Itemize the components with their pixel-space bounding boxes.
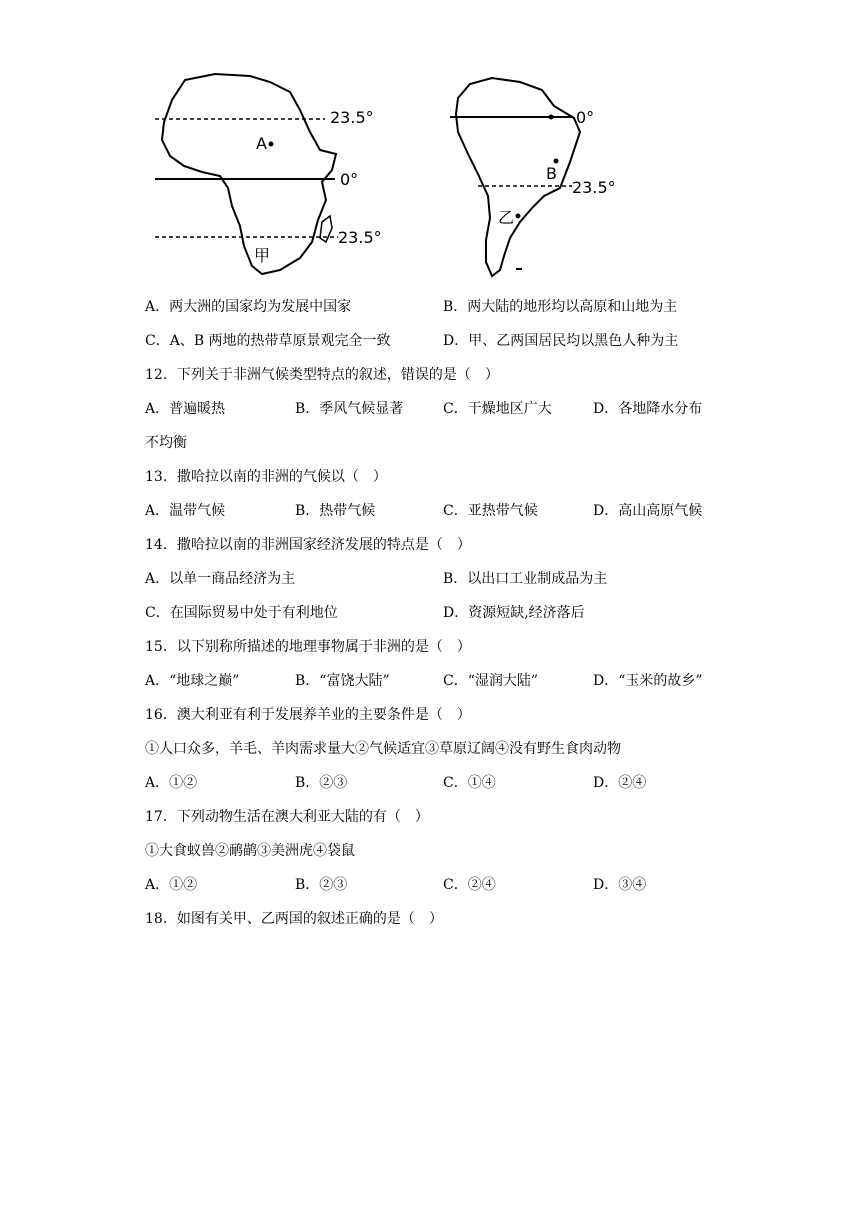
q12-option-a[interactable]: A．普遍暖热 — [145, 401, 226, 417]
sa-label-lat: 23.5° — [572, 178, 616, 197]
q13-option-d[interactable]: D．高山高原气候 — [593, 503, 703, 519]
africa-point-label: A — [256, 134, 267, 153]
q15-option-c[interactable]: C．“湿润大陆” — [443, 673, 539, 689]
q14-stem: 14．撒哈拉以南的非洲国家经济发展的特点是（ ） — [145, 537, 471, 553]
q16-option-b[interactable]: B．②③ — [295, 775, 348, 791]
point-yi — [516, 214, 521, 219]
q13-option-a[interactable]: A．温带气候 — [145, 503, 226, 519]
q14-option-d[interactable]: D．资源短缺,经济落后 — [443, 605, 585, 621]
africa-map — [162, 74, 336, 274]
q14-option-a[interactable]: A．以单一商品经济为主 — [145, 571, 296, 587]
africa-country-label: 甲 — [254, 246, 271, 265]
q16-option-a[interactable]: A．①② — [145, 775, 198, 791]
point-b — [554, 159, 559, 164]
maps-svg — [140, 70, 640, 290]
q13-stem: 13．撒哈拉以南的非洲的气候以（ ） — [145, 469, 387, 485]
sa-equator-dot — [549, 115, 554, 120]
africa-label-top-lat: 23.5° — [330, 108, 374, 127]
q15-stem: 15．以下别称所描述的地理事物属于非洲的是（ ） — [145, 639, 471, 655]
africa-label-bottom-lat: 23.5° — [338, 228, 382, 247]
africa-label-equator: 0° — [340, 170, 359, 189]
q12-option-d[interactable]: D．各地降水分布 — [593, 401, 703, 417]
south-america-map — [456, 78, 580, 276]
q14-option-c[interactable]: C．在国际贸易中处于有利地位 — [145, 605, 338, 621]
q16-option-c[interactable]: C．①④ — [443, 775, 496, 791]
falklands-shape — [516, 268, 522, 270]
q13-option-b[interactable]: B．热带气候 — [295, 503, 376, 519]
sa-country-label: 乙 — [498, 208, 515, 227]
q12-stem: 12．下列关于非洲气候类型特点的叙述，错误的是（ ） — [145, 367, 499, 383]
q11-option-d[interactable]: D．甲、乙两国居民均以黑色人种为主 — [443, 333, 679, 349]
q11-option-b[interactable]: B．两大陆的地形均以高原和山地为主 — [443, 299, 678, 315]
q12-option-b[interactable]: B．季风气候显著 — [295, 401, 404, 417]
q13-option-c[interactable]: C．亚热带气候 — [443, 503, 538, 519]
q12-option-d-continued: 不均衡 — [145, 435, 187, 451]
q16-stem: 16．澳大利亚有利于发展养羊业的主要条件是（ ） — [145, 707, 471, 723]
q17-option-a[interactable]: A．①② — [145, 877, 198, 893]
sa-label-equator: 0° — [576, 108, 595, 127]
q14-option-b[interactable]: B．以出口工业制成品为主 — [443, 571, 608, 587]
q17-stem: 17．下列动物生活在澳大利亚大陆的有（ ） — [145, 809, 429, 825]
point-a — [269, 142, 274, 147]
q17-option-b[interactable]: B．②③ — [295, 877, 348, 893]
q17-option-d[interactable]: D．③④ — [593, 877, 647, 893]
q16-items: ①人口众多，羊毛、羊肉需求量大②气候适宜③草原辽阔④没有野生食肉动物 — [145, 741, 621, 757]
q17-option-c[interactable]: C．②④ — [443, 877, 496, 893]
sa-point-label: B — [546, 164, 557, 183]
q18-stem: 18．如图有关甲、乙两国的叙述正确的是（ ） — [145, 911, 443, 927]
q11-option-a[interactable]: A．两大洲的国家均为发展中国家 — [145, 299, 352, 315]
maps-figure — [140, 70, 640, 290]
q12-option-c[interactable]: C．干燥地区广大 — [443, 401, 552, 417]
q15-option-d[interactable]: D．“玉米的故乡” — [593, 673, 703, 689]
madagascar-shape — [320, 216, 332, 242]
q15-option-a[interactable]: A．“地球之巅” — [145, 673, 240, 689]
q15-option-b[interactable]: B．“富饶大陆” — [295, 673, 390, 689]
q16-option-d[interactable]: D．②④ — [593, 775, 647, 791]
q11-option-c[interactable]: C．A、B 两地的热带草原景观完全一致 — [145, 333, 391, 349]
q17-items: ①大食蚁兽②鸸鹋③美洲虎④袋鼠 — [145, 843, 355, 859]
